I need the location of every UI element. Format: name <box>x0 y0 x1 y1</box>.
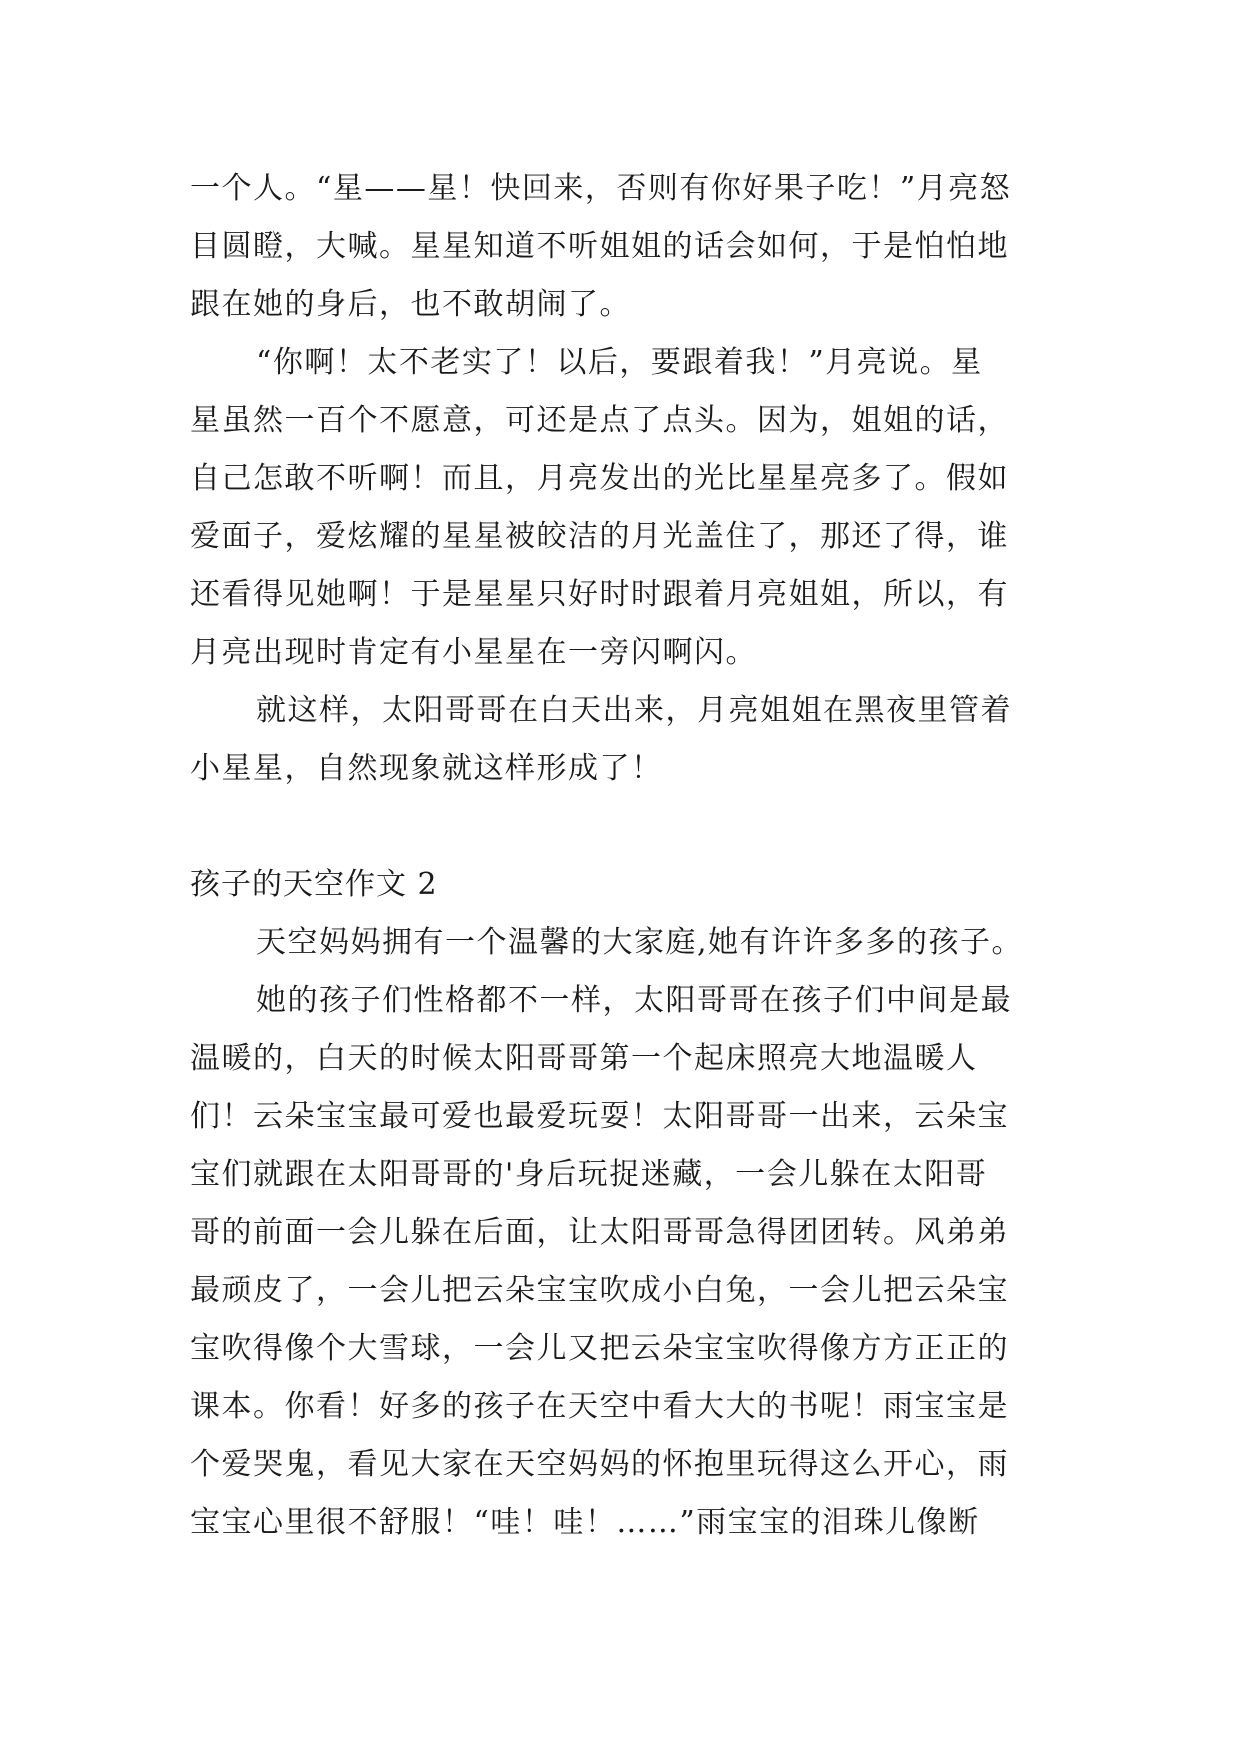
text-line: 就这样，太阳哥哥在白天出来，月亮姐姐在黑夜里管着 <box>256 693 1012 728</box>
text-line: 课本。你看！好多的孩子在天空中看大大的书呢！雨宝宝是 <box>190 1389 1009 1424</box>
paragraph-moon-speaks <box>190 334 1060 682</box>
text-line: 个爱哭鬼，看见大家在天空妈妈的怀抱里玩得这么开心，雨 <box>190 1447 1009 1482</box>
text-line: 月亮出现时肯定有小星星在一旁闪啊闪。 <box>190 635 757 670</box>
paragraph-conclusion <box>190 682 1060 798</box>
text-line: 小星星，自然现象就这样形成了！ <box>190 751 663 786</box>
text-line: 一个人。“星——星！快回来，否则有你好果子吃！”月亮怒 <box>190 171 1012 206</box>
text-line: 还看得见她啊！于是星星只好时时跟着月亮姐姐，所以，有 <box>190 577 1009 612</box>
text-line: “你啊！太不老实了！以后，要跟着我！”月亮说。星 <box>256 345 983 380</box>
text-line: 宝们就跟在太阳哥哥的'身后玩捉迷藏，一会儿躲在太阳哥 <box>190 1157 988 1192</box>
paragraph-sky-mother <box>190 914 1060 972</box>
paragraph-children <box>190 972 1060 1552</box>
text-line: 温暖的，白天的时候太阳哥哥第一个起床照亮大地温暖人 <box>190 1041 978 1076</box>
text-line: 星虽然一百个不愿意，可还是点了点头。因为，姐姐的话， <box>190 403 1009 438</box>
text-line: 跟在她的身后，也不敢胡闹了。 <box>190 287 631 322</box>
text-line: 宝宝心里很不舒服！“哇！哇！……”雨宝宝的泪珠儿像断 <box>190 1505 980 1540</box>
section-spacer <box>190 798 1060 856</box>
text-line: 自己怎敢不听啊！而且，月亮发出的光比星星亮多了。假如 <box>190 461 1009 496</box>
text-line: 天空妈妈拥有一个温馨的大家庭,她有许许多多的孩子。 <box>256 925 1024 960</box>
text-line: 她的孩子们性格都不一样，太阳哥哥在孩子们中间是最 <box>256 983 1012 1018</box>
paragraph-moon-star-end <box>190 160 1060 334</box>
document-page <box>190 160 1060 1552</box>
text-line: 哥的前面一会儿躲在后面，让太阳哥哥急得团团转。风弟弟 <box>190 1215 1009 1250</box>
text-line: 目圆瞪，大喊。星星知道不听姐姐的话会如何，于是怕怕地 <box>190 229 1009 264</box>
text-line: 们！云朵宝宝最可爱也最爱玩耍！太阳哥哥一出来，云朵宝 <box>190 1099 1009 1134</box>
text-line: 爱面子，爱炫耀的星星被皎洁的月光盖住了，那还了得，谁 <box>190 519 1009 554</box>
text-line: 最顽皮了，一会儿把云朵宝宝吹成小白兔，一会儿把云朵宝 <box>190 1273 1009 1308</box>
section-heading: 孩子的天空作文 2 <box>190 867 438 902</box>
text-line: 宝吹得像个大雪球，一会儿又把云朵宝宝吹得像方方正正的 <box>190 1331 1009 1366</box>
